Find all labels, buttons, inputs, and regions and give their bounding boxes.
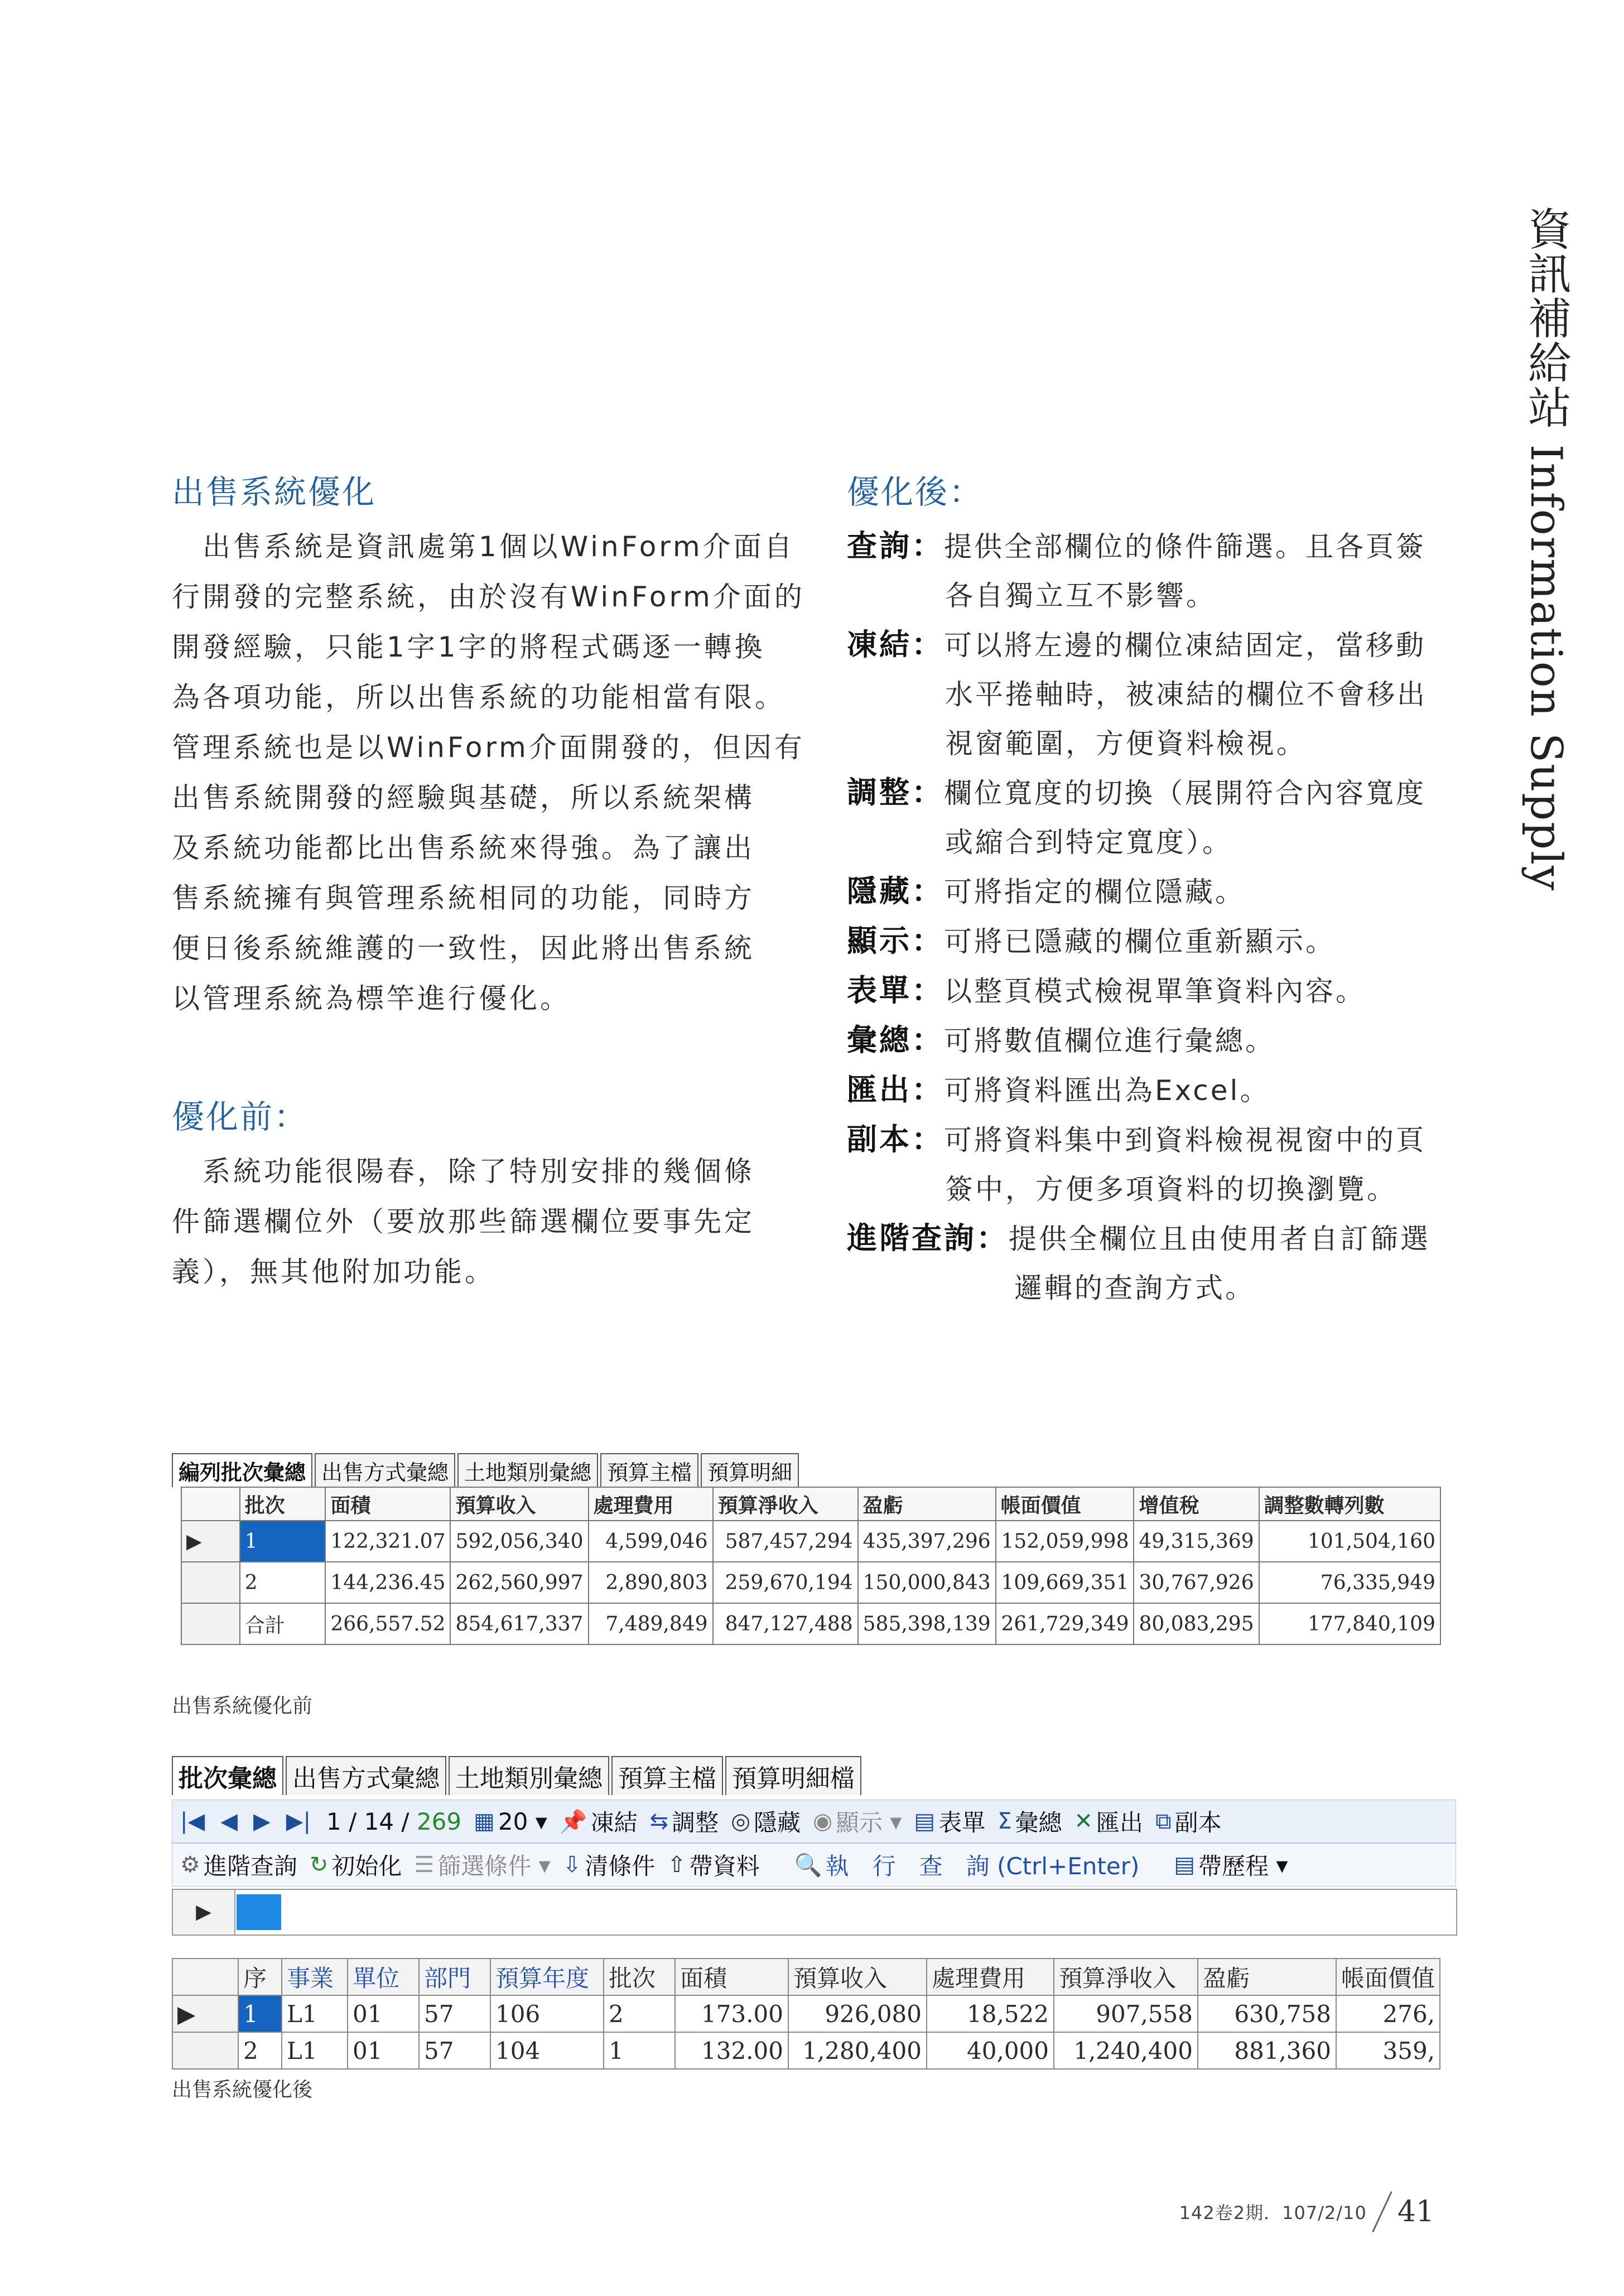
copy-button[interactable] (1155, 1805, 1222, 1838)
feature-desc: 水平捲軸時，被凍結的欄位不會移出 (945, 678, 1427, 711)
tab-budget-detail[interactable]: 預算明細 (701, 1453, 799, 1487)
caption-after: 出售系統優化後 (172, 2078, 313, 2101)
column-header[interactable]: 預算淨收入 (1054, 1959, 1198, 1995)
filter-conditions-button[interactable]: ☰ 篩選條件 ▾ (414, 1848, 550, 1882)
paragraph-line: 售系統擁有與管理系統相同的功能，同時方 (172, 882, 755, 914)
feature-desc: 可以將左邊的欄位凍結固定，當移動 (944, 629, 1426, 662)
column-header[interactable]: 批次 (240, 1487, 326, 1521)
query-toolbar (172, 1843, 1456, 1887)
section-heading-before: 優化前： (172, 1098, 309, 1136)
table-row[interactable] (181, 1603, 1440, 1644)
freeze-button[interactable] (560, 1805, 638, 1838)
last-record-icon[interactable]: ▶| (286, 1808, 311, 1834)
export-label: 匯出 (1096, 1809, 1144, 1836)
tab-budget-master[interactable]: 預算主檔 (600, 1453, 698, 1487)
table-cell[interactable]: 1 (604, 2032, 675, 2069)
column-header[interactable]: 帳面價值 (1336, 1959, 1440, 1995)
excel-icon: ✕ (1074, 1808, 1093, 1834)
carry-history-button[interactable]: ▤ 帶歷程 ▾ (1174, 1848, 1288, 1882)
carry-data-button[interactable] (667, 1848, 760, 1882)
feature-desc: 欄位寬度的切換（展開符合內容寬度 (944, 777, 1426, 809)
feature-desc: 提供全部欄位的條件篩選。且各頁簽 (944, 530, 1426, 563)
feature-item-summary (847, 1016, 1466, 1065)
feature-key: 調整： (847, 775, 944, 810)
table-cell[interactable]: 144,236.45 (325, 1562, 450, 1603)
table-row[interactable] (172, 2032, 1440, 2069)
section-body-before (172, 1146, 791, 1297)
feature-item-copy (847, 1115, 1466, 1214)
feature-item-adjust (847, 768, 1466, 867)
export-button[interactable] (1074, 1805, 1144, 1838)
feature-desc: 視窗範圍，方便資料檢視。 (945, 727, 1307, 760)
table-cell[interactable]: 2,890,803 (589, 1562, 713, 1603)
copy-label: 副本 (1174, 1809, 1222, 1836)
table-cell[interactable]: 359, (1336, 2032, 1440, 2069)
adjust-label: 調整 (672, 1809, 719, 1836)
table-row[interactable] (181, 1562, 1440, 1603)
eye-icon: ◉ (813, 1808, 832, 1834)
paragraph-line: 為各項功能，所以出售系統的功能相當有限。 (172, 681, 786, 713)
next-record-icon[interactable]: ▶ (253, 1808, 271, 1834)
table-cell[interactable]: 587,457,294 (713, 1521, 858, 1562)
feature-item-query (847, 522, 1466, 620)
tab-budget-master[interactable]: 預算主檔 (611, 1756, 723, 1795)
paragraph-line: 系統功能很陽春，除了特別安排的幾個條 (203, 1155, 755, 1188)
column-header[interactable]: 調整數轉列數 (1259, 1487, 1440, 1521)
page-footer (1179, 2189, 1434, 2234)
carry-data-label: 帶資料 (689, 1853, 760, 1880)
tab-strip (172, 1453, 801, 1487)
table-cell[interactable]: 132.00 (675, 2032, 788, 2069)
form-icon: ▤ (914, 1808, 936, 1834)
feature-key: 顯示： (847, 923, 944, 958)
screenshot-before (172, 1453, 1441, 1682)
feature-key: 凍結： (847, 627, 944, 662)
table-cell[interactable]: 854,617,337 (450, 1603, 588, 1644)
resize-icon: ⇆ (649, 1808, 669, 1834)
table-cell[interactable]: 18,522 (927, 1995, 1054, 2032)
adjust-button[interactable] (650, 1805, 719, 1838)
refresh-icon: ↻ (309, 1852, 329, 1878)
show-button[interactable]: ◉ 顯示 ▾ (813, 1805, 902, 1838)
feature-list (847, 522, 1466, 1313)
navigation-toolbar (172, 1800, 1456, 1843)
feature-key: 進階查詢： (847, 1221, 1009, 1256)
summary-button[interactable] (997, 1805, 1062, 1838)
paragraph-line: 出售系統是資訊處第1個以WinForm介面自 (203, 530, 795, 563)
paragraph-line: 以管理系統為標竿進行優化。 (172, 982, 571, 1015)
feature-key: 隱藏： (847, 874, 944, 909)
table-cell[interactable]: 152,059,998 (996, 1521, 1134, 1562)
table-cell[interactable]: 1 (238, 1995, 282, 2032)
data-grid-before (181, 1487, 1441, 1645)
filter-row-marker-icon: ▶ (173, 1890, 235, 1935)
column-header[interactable]: 序 (238, 1959, 282, 1995)
execute-query-label: 執 行 查 詢 (Ctrl+Enter) (825, 1853, 1140, 1880)
advanced-query-button[interactable] (180, 1848, 297, 1882)
table-cell[interactable]: 30,767,926 (1134, 1562, 1259, 1603)
table-cell[interactable]: 2 (240, 1562, 326, 1603)
table-cell[interactable]: 57 (419, 1995, 490, 2032)
feature-desc: 以整頁模式檢視單筆資料內容。 (944, 975, 1366, 1007)
page-size-value: 20 (498, 1807, 528, 1835)
row-selector[interactable] (172, 2032, 238, 2069)
row-selector[interactable] (181, 1603, 240, 1644)
table-cell[interactable]: 76,335,949 (1259, 1562, 1440, 1603)
feature-desc: 或縮合到特定寬度）。 (945, 826, 1232, 858)
column-header[interactable]: 預算收入 (788, 1959, 927, 1995)
table-cell[interactable]: 435,397,296 (858, 1521, 996, 1562)
table-cell[interactable]: 80,083,295 (1134, 1603, 1259, 1644)
clear-conditions-button[interactable] (563, 1848, 656, 1882)
table-cell[interactable]: 2 (604, 1995, 675, 2032)
feature-desc: 提供全欄位且由使用者自訂篩選 (1009, 1223, 1430, 1255)
column-header[interactable]: 增值稅 (1134, 1487, 1259, 1521)
section-body-optimization (172, 522, 805, 1024)
table-cell[interactable]: 01 (348, 1995, 419, 2032)
hide-label: 隱藏 (754, 1809, 801, 1836)
list-icon: ☰ (414, 1852, 435, 1878)
table-cell[interactable]: 7,489,849 (589, 1603, 713, 1644)
table-cell[interactable]: 276, (1336, 1995, 1440, 2032)
clear-conditions-label: 清條件 (585, 1853, 656, 1880)
filter-row[interactable] (172, 1889, 1457, 1936)
row-selector[interactable]: ▶ (172, 1995, 238, 2032)
history-icon: ▤ (1174, 1852, 1196, 1878)
side-title: 資訊補給站 Information Supply (1521, 206, 1571, 892)
table-cell[interactable]: 907,558 (1054, 1995, 1198, 2032)
feature-item-form (847, 966, 1466, 1016)
filter-cell-selected[interactable] (237, 1894, 281, 1930)
upload-icon: ⇧ (667, 1852, 686, 1878)
table-cell[interactable]: 150,000,843 (858, 1562, 996, 1603)
table-cell[interactable]: 104 (490, 2032, 604, 2069)
table-cell[interactable]: 847,127,488 (713, 1603, 858, 1644)
table-cell[interactable]: 173.00 (675, 1995, 788, 2032)
feature-item-export (847, 1065, 1466, 1115)
column-header[interactable]: 批次 (604, 1959, 675, 1995)
table-cell[interactable]: 4,599,046 (589, 1521, 713, 1562)
row-selector[interactable]: ▶ (181, 1521, 240, 1562)
tab-batch-summary[interactable]: 批次彙總 (172, 1756, 283, 1795)
issue-info: 142卷2期．107/2/10 (1179, 2202, 1367, 2223)
form-label: 表單 (938, 1809, 986, 1836)
sigma-icon: Σ (997, 1808, 1012, 1834)
table-cell[interactable]: 177,840,109 (1259, 1603, 1440, 1644)
footer-divider (1372, 2191, 1392, 2232)
table-row[interactable] (181, 1521, 1440, 1562)
paragraph-line: 行開發的完整系統，由於沒有WinForm介面的 (172, 581, 805, 613)
paragraph-line: 件篩選欄位外（要放那些篩選欄位要事先定 (172, 1205, 755, 1238)
table-cell[interactable]: 259,670,194 (713, 1562, 858, 1603)
paragraph-line: 開發經驗，只能1字1字的將程式碼逐一轉換 (172, 631, 765, 663)
feature-desc: 各自獨立互不影響。 (945, 580, 1216, 612)
feature-desc: 可將資料集中到資料檢視視窗中的頁 (944, 1124, 1426, 1156)
table-cell[interactable]: 合計 (240, 1603, 326, 1644)
tab-sale-method-summary[interactable]: 出售方式彙總 (286, 1756, 446, 1795)
page-size-select[interactable]: ▦ 20 ▾ (474, 1807, 547, 1835)
summary-label: 彙總 (1015, 1809, 1062, 1836)
reset-label: 初始化 (331, 1853, 402, 1880)
column-header[interactable]: 處理費用 (927, 1959, 1054, 1995)
column-header[interactable]: 處理費用 (589, 1487, 713, 1521)
execute-query-button[interactable] (794, 1848, 1140, 1882)
tab-batch-summary[interactable]: 編列批次彙總 (172, 1453, 312, 1487)
tab-land-type-summary[interactable]: 土地類別彙總 (449, 1756, 609, 1795)
paragraph-line: 義），無其他附加功能。 (172, 1256, 495, 1288)
column-header[interactable]: 面積 (675, 1959, 788, 1995)
paragraph-line: 管理系統也是以WinForm介面開發的，但因有 (172, 731, 805, 764)
table-cell[interactable]: 266,557.52 (325, 1603, 450, 1644)
table-cell[interactable]: 1 (240, 1521, 326, 1562)
table-cell[interactable]: 01 (348, 2032, 419, 2069)
record-total: 269 (416, 1807, 462, 1835)
column-header[interactable]: 面積 (325, 1487, 450, 1521)
table-cell[interactable]: 262,560,997 (450, 1562, 588, 1603)
section-heading-optimization: 出售系統優化 (172, 473, 377, 511)
feature-desc: 可將數值欄位進行彙總。 (944, 1025, 1275, 1057)
pin-icon: 📌 (559, 1808, 587, 1835)
grid-header-row (181, 1487, 1440, 1521)
table-cell[interactable]: 109,669,351 (996, 1562, 1134, 1603)
section-heading-after: 優化後： (847, 473, 984, 511)
feature-item-hide (847, 867, 1466, 917)
freeze-label: 凍結 (590, 1809, 638, 1836)
feature-key: 彙總： (847, 1022, 944, 1058)
table-cell[interactable]: 2 (238, 2032, 282, 2069)
record-position (326, 1808, 461, 1835)
table-cell[interactable]: 106 (490, 1995, 604, 2032)
table-cell[interactable]: 57 (419, 2032, 490, 2069)
tab-land-type-summary[interactable]: 土地類別彙總 (457, 1453, 598, 1487)
table-cell[interactable]: 49,315,369 (1134, 1521, 1259, 1562)
first-record-icon[interactable]: |◀ (180, 1808, 205, 1834)
table-cell[interactable]: 881,360 (1198, 2032, 1336, 2069)
table-cell[interactable]: L1 (282, 1995, 348, 2032)
column-header[interactable]: 盈虧 (858, 1487, 996, 1521)
column-header[interactable]: 預算淨收入 (713, 1487, 858, 1521)
column-header[interactable]: 預算年度 (490, 1959, 604, 1995)
table-cell[interactable]: 592,056,340 (450, 1521, 588, 1562)
table-cell[interactable]: 926,080 (788, 1995, 927, 2032)
table-cell[interactable]: 101,504,160 (1259, 1521, 1440, 1562)
caption-before: 出售系統優化前 (172, 1695, 313, 1718)
carry-history-label: 帶歷程 (1198, 1853, 1269, 1880)
grid-icon: ▦ (474, 1808, 495, 1834)
screenshot-after (172, 1756, 1455, 2068)
feature-desc: 可將已隱藏的欄位重新顯示。 (944, 925, 1336, 958)
tab-strip (172, 1756, 864, 1795)
paragraph-line: 便日後系統維護的一致性，因此將出售系統 (172, 932, 755, 964)
row-selector[interactable] (181, 1562, 240, 1603)
column-header[interactable]: 帳面價值 (996, 1487, 1134, 1521)
paragraph-line: 出售系統開發的經驗與基礎，所以系統架構 (172, 782, 755, 814)
table-cell[interactable]: 1,280,400 (788, 2032, 927, 2069)
feature-key: 查詢： (847, 528, 944, 563)
eye-slash-icon: ◎ (731, 1808, 751, 1834)
feature-desc: 可將資料匯出為Excel。 (944, 1074, 1270, 1107)
table-cell[interactable]: L1 (282, 2032, 348, 2069)
form-button[interactable] (914, 1805, 985, 1838)
grid-header-row (172, 1959, 1440, 1995)
feature-item-advanced-query (847, 1214, 1466, 1313)
feature-key: 匯出： (847, 1072, 944, 1107)
feature-key: 表單： (847, 973, 944, 1008)
paragraph-line: 及系統功能都比出售系統來得強。為了讓出 (172, 832, 755, 864)
show-label: 顯示 (835, 1809, 883, 1836)
row-header-corner (172, 1959, 238, 1995)
column-header[interactable]: 部門 (419, 1959, 490, 1995)
table-cell[interactable]: 1,240,400 (1054, 2032, 1198, 2069)
data-grid-after (172, 1958, 1440, 2070)
column-header[interactable]: 盈虧 (1198, 1959, 1336, 1995)
feature-item-freeze (847, 620, 1466, 768)
record-position-text: 1 / 14 / (326, 1807, 409, 1835)
feature-desc: 簽中，方便多項資料的切換瀏覽。 (945, 1173, 1397, 1205)
table-cell[interactable]: 261,729,349 (996, 1603, 1134, 1644)
feature-item-show (847, 917, 1466, 966)
table-row[interactable] (172, 1995, 1440, 2032)
tab-sale-method-summary[interactable]: 出售方式彙總 (315, 1453, 455, 1487)
prev-record-icon[interactable]: ◀ (220, 1808, 238, 1834)
table-cell[interactable]: 630,758 (1198, 1995, 1336, 2032)
column-header[interactable]: 事業 (282, 1959, 348, 1995)
table-cell[interactable]: 585,398,139 (858, 1603, 996, 1644)
feature-key: 副本： (847, 1122, 944, 1157)
reset-button[interactable] (310, 1848, 402, 1882)
page-number: 41 (1397, 2195, 1434, 2229)
table-cell[interactable]: 40,000 (927, 2032, 1054, 2069)
table-cell[interactable]: 122,321.07 (325, 1521, 450, 1562)
query-icon: ⚙ (180, 1852, 200, 1878)
feature-desc: 邏輯的查詢方式。 (1014, 1272, 1255, 1304)
feature-desc: 可將指定的欄位隱藏。 (944, 876, 1245, 908)
magnifier-icon: 🔍 (794, 1852, 822, 1878)
copy-icon: ⧉ (1155, 1808, 1172, 1834)
clear-icon: ⇩ (562, 1852, 582, 1878)
column-header[interactable]: 預算收入 (450, 1487, 588, 1521)
tab-budget-detail[interactable]: 預算明細檔 (725, 1756, 861, 1795)
advanced-query-label: 進階查詢 (203, 1853, 297, 1880)
hide-button[interactable] (731, 1805, 801, 1838)
column-header[interactable]: 單位 (348, 1959, 419, 1995)
row-header-corner (181, 1487, 240, 1521)
filter-conditions-label: 篩選條件 (437, 1853, 532, 1880)
